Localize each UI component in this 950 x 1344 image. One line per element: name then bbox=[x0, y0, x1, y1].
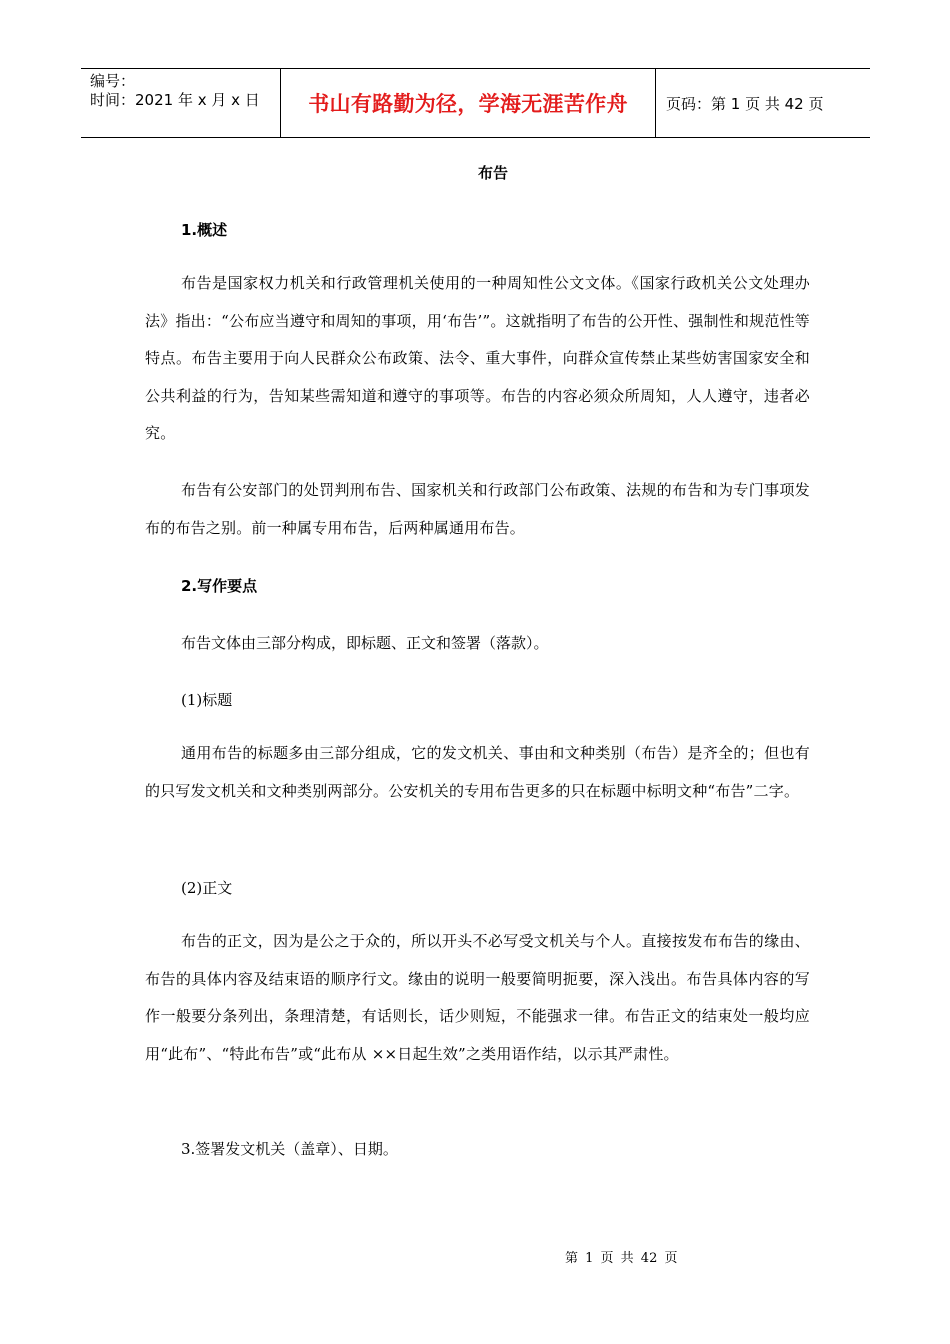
motto-text: 书山有路勤为径，学海无涯苦作舟 bbox=[308, 92, 628, 116]
subheading-title: (1)标题 bbox=[181, 691, 233, 709]
header-meta-cell bbox=[81, 69, 281, 137]
time-label: 时间：2021 年 x 月 x 日 bbox=[90, 91, 260, 109]
number-label: 编号： bbox=[90, 72, 136, 90]
document-title: 布告 bbox=[477, 164, 508, 182]
document-header bbox=[81, 68, 870, 138]
subheading-body: (2)正文 bbox=[181, 879, 233, 897]
section-heading-writing-points: 2.写作要点 bbox=[181, 577, 258, 595]
paragraph-overview-2: 布告有公安部门的处罚判刑布告、国家机关和行政部门公布政策、法规的布告和为专门事项发布的布告之别。前一种属专用布告，后两种属通用布告。 bbox=[145, 481, 810, 537]
page-code: 页码：第 1 页 共 42 页 bbox=[666, 94, 824, 113]
paragraph-body-detail: 布告的正文，因为是公之于众的，所以开头不必写受文机关与个人。直接按发布布告的缘由、布告的具体内容及结束语的顺序行文。缘由的说明一般要简明扼要，深入浅出。布告具体内容的写作一般要分条列出，条理清楚，有话则长，话少则短，不能强求一律。布告正文的结束处一般均应用“此布”、“特此布告”或“此布从 ××日起生效”之类用语作结，以示其严肃性。 bbox=[145, 932, 810, 1063]
header-page-cell bbox=[656, 69, 870, 137]
paragraph-writing-intro: 布告文体由三部分构成，即标题、正文和签署（落款）。 bbox=[181, 634, 549, 652]
paragraph-signature: 3.签署发文机关（盖章）、日期。 bbox=[181, 1140, 398, 1158]
header-motto-cell bbox=[281, 69, 656, 137]
paragraph-title-detail: 通用布告的标题多由三部分组成，它的发文机关、事由和文种类别（布告）是齐全的；但也有的只写发文机关和文种类别两部分。公安机关的专用布告更多的只在标题中标明文种“布告”二字。 bbox=[145, 744, 810, 800]
section-heading-overview: 1.概述 bbox=[181, 221, 228, 239]
page-footer: 第 1 页 共 42 页 bbox=[565, 1251, 678, 1266]
paragraph-overview-1: 布告是国家权力机关和行政管理机关使用的一种周知性公文文体。《国家行政机关公文处理办法》指出：“公布应当遵守和周知的事项，用‘布告’”。这就指明了布告的公开性、强制性和规范性等特点。布告主要用于向人民群众公布政策、法令、重大事件，向群众宣传禁止某些妨害国家安全和公共利益的行为，告知某些需知道和遵守的事项等。布告的内容必须众所周知，人人遵守，违者必究。 bbox=[145, 274, 810, 442]
